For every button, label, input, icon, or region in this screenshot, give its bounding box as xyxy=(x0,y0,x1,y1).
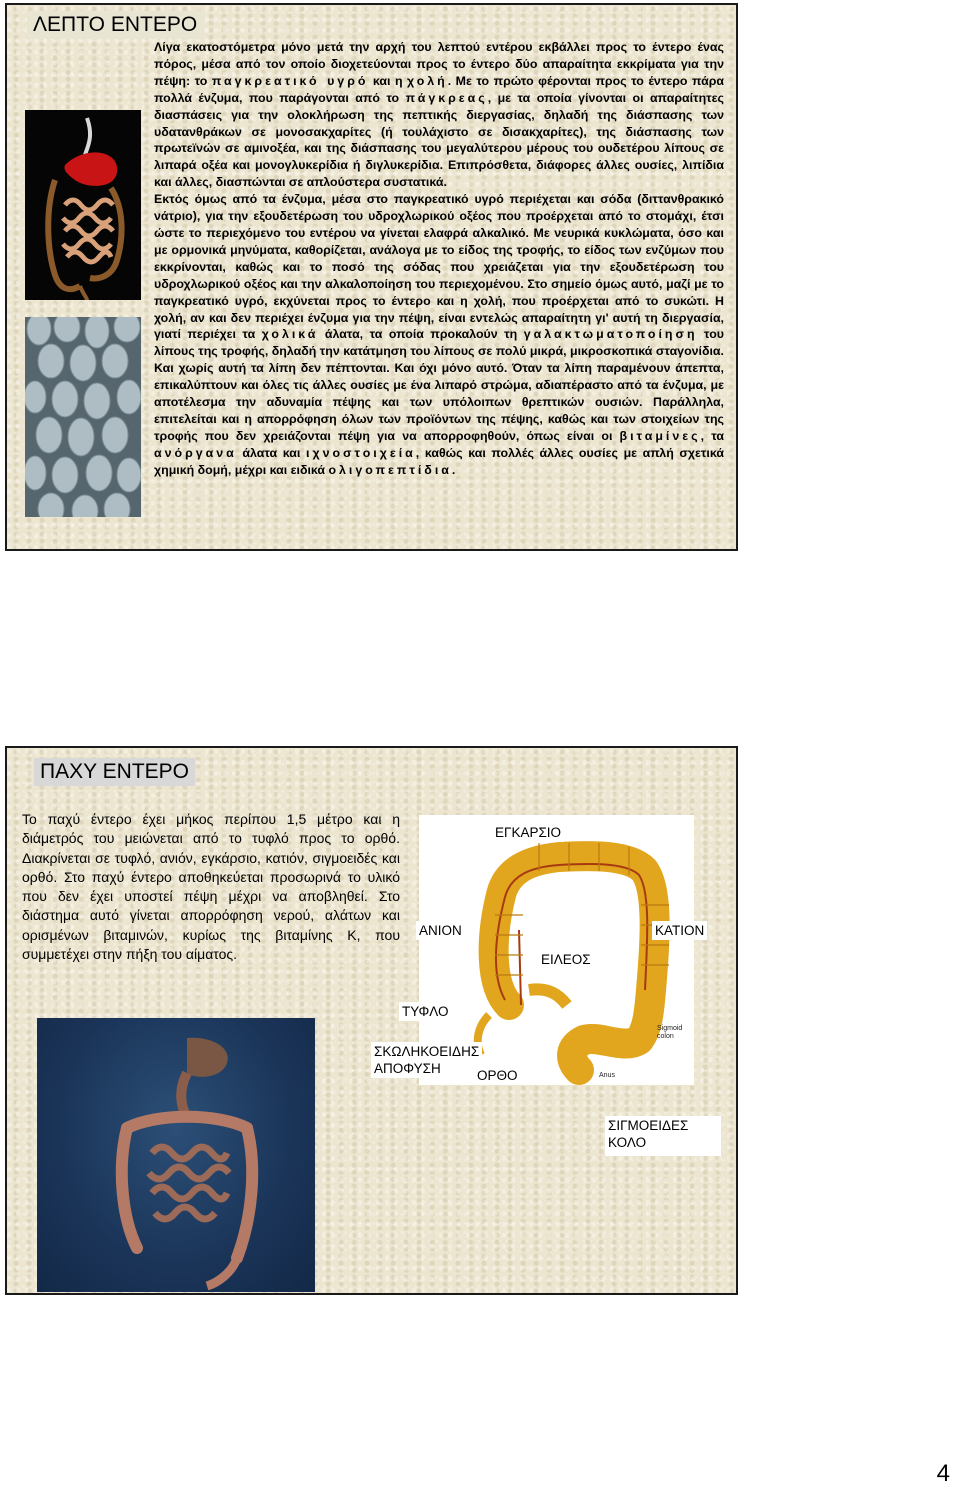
small-intestine-illustration xyxy=(25,110,141,300)
label-appendix-line1: ΣΚΩΛΗΚΟΕΙΔΗΣ xyxy=(374,1044,480,1059)
term-bile: χολή xyxy=(407,73,448,88)
text-run: . xyxy=(451,462,456,477)
label-ileum: ΕΙΛΕΟΣ xyxy=(541,952,591,967)
text-run: , με τα οποία γίνονται οι απαραίτητες διασπάσεις για την ολοκλήρωση της πεπτικής διεργασίας, δηλαδή της διάσπασης των υδατανθράκων σε μονοσακχαρίτες (ή τουλάχιστο σε δισακχαρίτες), της διάσπασης των πρωτεϊνών σε αμινοξέα, και της διάσπασης του μεγαλύτερου μέρους του ουδετέρου λίπους σε λιπαρά οξέα και μονογλυκερίδια ή διγλυκερίδια. Επιπρόσθετα, διάφορες άλλες ουσίες, λιπίδια και άλλες, διασπώνται σε απλούστερα συστατικά. xyxy=(154,90,724,190)
anus-small-label: Anus xyxy=(599,1072,615,1079)
digestive-tract-3d-image xyxy=(37,1018,315,1292)
label-cecum: ΤΥΦΛΟ xyxy=(399,1002,452,1021)
paragraph: Το παχύ έντερο έχει μήκος περίπου 1,5 μέτρο και η διάμετρός του μειώνεται από το τυφλό προς το ορθό. Διακρίνεται σε τυφλό, ανιόν, εγκάρσιο, κατιόν, σιγμοειδές και ορθό. Στο παχύ έντερο αποθηκεύεται προσωρινά το υλικό που δεν έχει υποστεί πέψη μέχρι να αποβληθεί. Στο διάστημα αυτό γίνεται απορρόφηση νερού, αλάτων και ορισμένων βιταμινών, κυρίως της βιταμίνης Κ, που συμμετέχει στην πήξη του αίματος. xyxy=(22,811,400,963)
text-run: και η xyxy=(368,73,408,88)
intestinal-villi-image xyxy=(25,317,141,517)
slide-title: ΠΑΧΥ ΕΝΤΕΡΟ xyxy=(34,758,195,786)
term-inorganic: ανόργανα xyxy=(154,445,237,460)
paragraph-1 xyxy=(154,39,724,191)
slide2-body-text xyxy=(22,810,400,964)
label-sigmoid xyxy=(605,1116,721,1156)
term-emulsification: γαλακτωματοποίηση xyxy=(523,327,698,342)
paragraph-2 xyxy=(154,191,724,478)
term-vitamins: βιταμίνες xyxy=(619,428,701,443)
term-trace-elements: ιχνοστοιχεία xyxy=(306,445,416,460)
villi-micrograph xyxy=(25,317,141,517)
text-run: Λίγα εκατοστόμετρα μόνο μετά την αρχή του λεπτού εντέρου εκβάλλει προς το έντερο ένας πόρος, μέσα από τον οποίο διοχετεύονται προς το έντερο δύο απαραίτητα εκκρίματα για την πέψη: το xyxy=(154,40,724,88)
label-appendix-line2: ΑΠΟΦΥΣΗ xyxy=(374,1061,441,1076)
term-pancreatic-juice: παγκρεατικό υγρό xyxy=(211,73,369,88)
text-run: , τα xyxy=(700,428,724,443)
text-run: άλατα και xyxy=(236,445,306,460)
label-sigmoid-line1: ΣΙΓΜΟΕΙΔΕΣ xyxy=(608,1118,689,1133)
slide-title: ΛΕΠΤΟ ΕΝΤΕΡΟ xyxy=(27,11,203,39)
slide-small-intestine xyxy=(5,3,738,551)
text-run: Εκτός όμως από τα ένζυμα, μέσα στο παγκρεατικό υγρό περιέχεται και σόδα (διττανθρακικό νάτριο), για την εξουδετέρωση του υδροχλωρικού οξέος που προέρχεται από το στομάχι, έτσι ώστε το περιεχόμενο του εντέρου να γίνεται ελαφρά αλκαλικό. Με νευρικά κυκλώματα, όσο και με ορμονικά μηνύματα, καθορίζεται, ανάλογα με το είδος της τροφής, το είδος των ενζύμων που εκκρίνονται, καθώς και το ποσό της σόδας που χρειάζεται για την εξουδετέρωση του υδροχλωρικού οξέος και την αλκαλοποίηση του περιεχομένου. Στο σημείο όμως αυτό, μαζί με το παγκρεατικό υγρό, εκχύνεται προς το έντερο και η χολή, που προέρχεται από το συκώτι. Η χολή, αν και δεν περιέχει ένζυμα για την πέψη, είναι εντελώς απαραίτητη γι' αυτή τη διεργασία, γιατί περιέχει τα xyxy=(154,192,724,342)
term-pancreas: πάγκρεας xyxy=(405,90,488,105)
label-descending: ΚΑΤΙΟΝ xyxy=(652,921,707,940)
text-run: . Με το πρώτο φέρονται προς το έντερο πάρα πολλά ένζυμα, που παράγονται από το xyxy=(154,73,724,105)
label-rectum: ΟΡΘΟ xyxy=(474,1066,521,1085)
slide-large-intestine xyxy=(5,746,738,1295)
label-ascending: ΑΝΙΟΝ xyxy=(416,921,465,940)
text-run: , καθώς και πολλές άλλες ουσίες με απλή σχετικά χημική δομή, μέχρι και ειδικά xyxy=(154,445,724,477)
page-number: 4 xyxy=(936,1460,950,1487)
digestive-3d-illustration xyxy=(37,1018,315,1292)
label-appendix xyxy=(371,1042,482,1078)
small-intestine-image xyxy=(25,110,141,300)
slide1-body-text xyxy=(154,39,724,479)
text-run: του λίπους της τροφής, δηλαδή την κατάτμηση του λίπους σε πολύ μικρά, μικροσκοπικά σταγονίδια. Και χωρίς αυτή τα λίπη δεν πέπτονται. Και όχι μόνο αυτό. Όταν τα λίπη παραμένουν άπεπτα, επικαλύπτουν και όλες τις άλλες ουσίες με ένα λιπαρό στρώμα, αδιαπέραστο από τα ένζυμα, με αποτέλεσμα την αδυναμία πέψης και των υπόλοιπων θρεπτικών ουσιών. Παράλληλα, επιτελείται και η απορρόφηση όλων των προϊόντων της πέψης, καθώς και των στοιχείων της τροφής που δεν χρειάζονται πέψη για να απορροφηθούν, όπως είναι οι xyxy=(154,327,724,443)
sigmoid-colon-small-label: Sigmoid colon xyxy=(657,1025,683,1040)
term-bile-salts: χολικά xyxy=(261,327,319,342)
term-oligopeptides: ολιγοπεπτίδια xyxy=(328,462,452,477)
label-transverse: ΕΓΚΑΡΣΙΟ xyxy=(492,823,564,842)
label-sigmoid-line2: ΚΟΛΟ xyxy=(608,1135,647,1150)
text-run: άλατα, τα οποία προκαλούν τη xyxy=(318,327,524,342)
